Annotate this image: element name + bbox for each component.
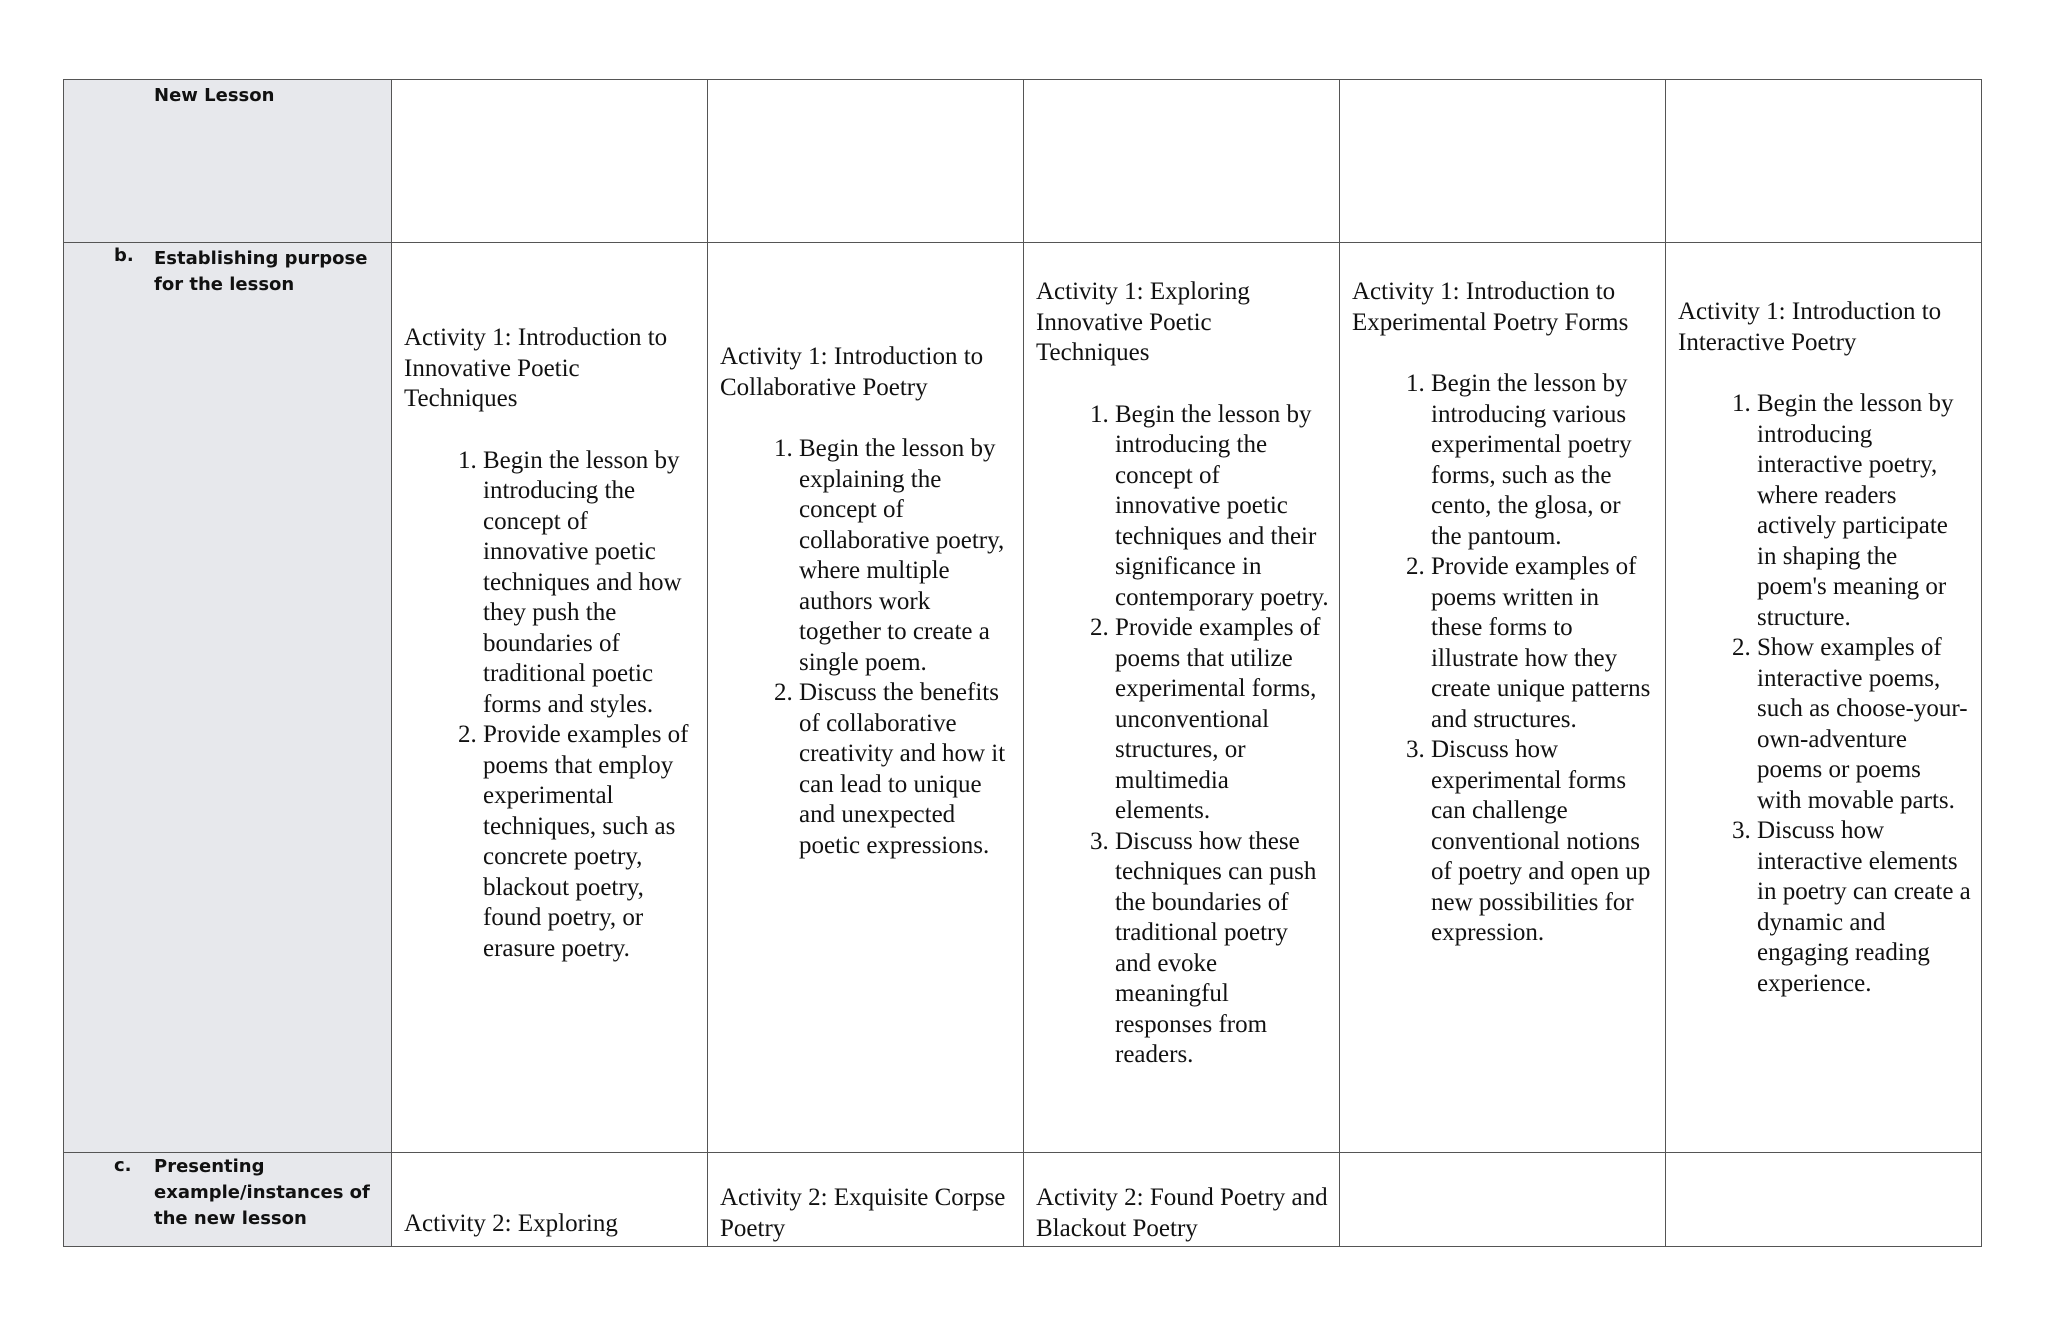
list-item: 1. Begin the lesson by introducing various experimental poetry forms, such as the cento, the glosa, or the pantoum. [1431, 369, 1655, 552]
list-item: 1. Begin the lesson by introducing the concept of innovative poetic techniques and how they push the boundaries of traditional poetic forms and styles. [483, 446, 697, 721]
activity-title: Activity 1: Introduction to Interactive Poetry [1678, 298, 1942, 356]
list-item: 1. Begin the lesson by introducing the concept of innovative poetic techniques and their significance in contemporary poetry. [1115, 400, 1329, 614]
activity-cell [1340, 243, 1666, 1153]
row-label: Presenting example/instances of the new lesson [154, 1156, 370, 1229]
row-marker: b. [114, 245, 134, 266]
activity-cell [1666, 80, 1982, 243]
activity-cell [1024, 243, 1340, 1153]
activity-steps [1352, 369, 1655, 949]
table-row [64, 243, 1982, 1153]
list-item: 3. Discuss how interactive elements in poetry can create a dynamic and engaging reading experience. [1757, 816, 1971, 999]
activity-cell [392, 1153, 708, 1247]
row-label-cell [64, 243, 392, 1153]
table-row [64, 80, 1982, 243]
activity-cell [1666, 1153, 1982, 1247]
row-marker: c. [114, 1155, 132, 1176]
row-label-cell [64, 1153, 392, 1247]
list-item: 1. Begin the lesson by introducing interactive poetry, where readers actively participate in shaping the poem's meaning or structure. [1757, 389, 1971, 633]
activity-title: Activity 1: Introduction to Collaborative Poetry [720, 343, 984, 401]
activity-title: Activity 2: Exquisite Corpse Poetry [720, 1184, 1006, 1242]
list-item: 1. Begin the lesson by explaining the concept of collaborative poetry, where multiple authors work together to create a single poem. [799, 434, 1013, 678]
activity-cell [392, 243, 708, 1153]
activity-cell [1340, 1153, 1666, 1247]
activity-title: Activity 1: Introduction to Innovative Poetic Techniques [404, 324, 668, 412]
list-item: 2. Provide examples of poems that utilize experimental forms, unconventional structures, or multimedia elements. [1115, 613, 1329, 827]
activity-steps [720, 434, 1013, 861]
list-item: 2. Provide examples of poems written in these forms to illustrate how they create unique patterns and structures. [1431, 552, 1655, 735]
lesson-plan-table [63, 79, 1982, 1247]
activity-steps [404, 446, 697, 965]
activity-cell [1666, 243, 1982, 1153]
list-item: 3. Discuss how experimental forms can challenge conventional notions of poetry and open up new possibilities for expression. [1431, 735, 1655, 949]
list-item: 2. Discuss the benefits of collaborative creativity and how it can lead to unique and unexpected poetic expressions. [799, 678, 1013, 861]
row-label-cell [64, 80, 392, 243]
row-label: New Lesson [154, 85, 275, 106]
activity-cell [1340, 80, 1666, 243]
activity-cell [708, 1153, 1024, 1247]
activity-title: Activity 1: Introduction to Experimental Poetry Forms [1352, 278, 1629, 336]
activity-cell [392, 80, 708, 243]
activity-steps [1036, 400, 1329, 1071]
list-item: 3. Discuss how these techniques can push the boundaries of traditional poetry and evoke meaningful responses from readers. [1115, 827, 1329, 1071]
activity-cell [708, 243, 1024, 1153]
list-item: 2. Provide examples of poems that employ experimental techniques, such as concrete poetry, blackout poetry, found poetry, or erasure poetry. [483, 720, 697, 964]
activity-title: Activity 2: Exploring [404, 1210, 618, 1237]
activity-cell [1024, 1153, 1340, 1247]
row-label: Establishing purpose for the lesson [154, 248, 368, 295]
activity-steps [1678, 389, 1971, 999]
table-row [64, 1153, 1982, 1247]
activity-title: Activity 2: Found Poetry and Blackout Poetry [1036, 1184, 1328, 1242]
list-item: 2. Show examples of interactive poems, such as choose-your-own-adventure poems or poems with movable parts. [1757, 633, 1971, 816]
activity-cell [708, 80, 1024, 243]
activity-cell [1024, 80, 1340, 243]
activity-title: Activity 1: Exploring Innovative Poetic Techniques [1036, 278, 1250, 366]
